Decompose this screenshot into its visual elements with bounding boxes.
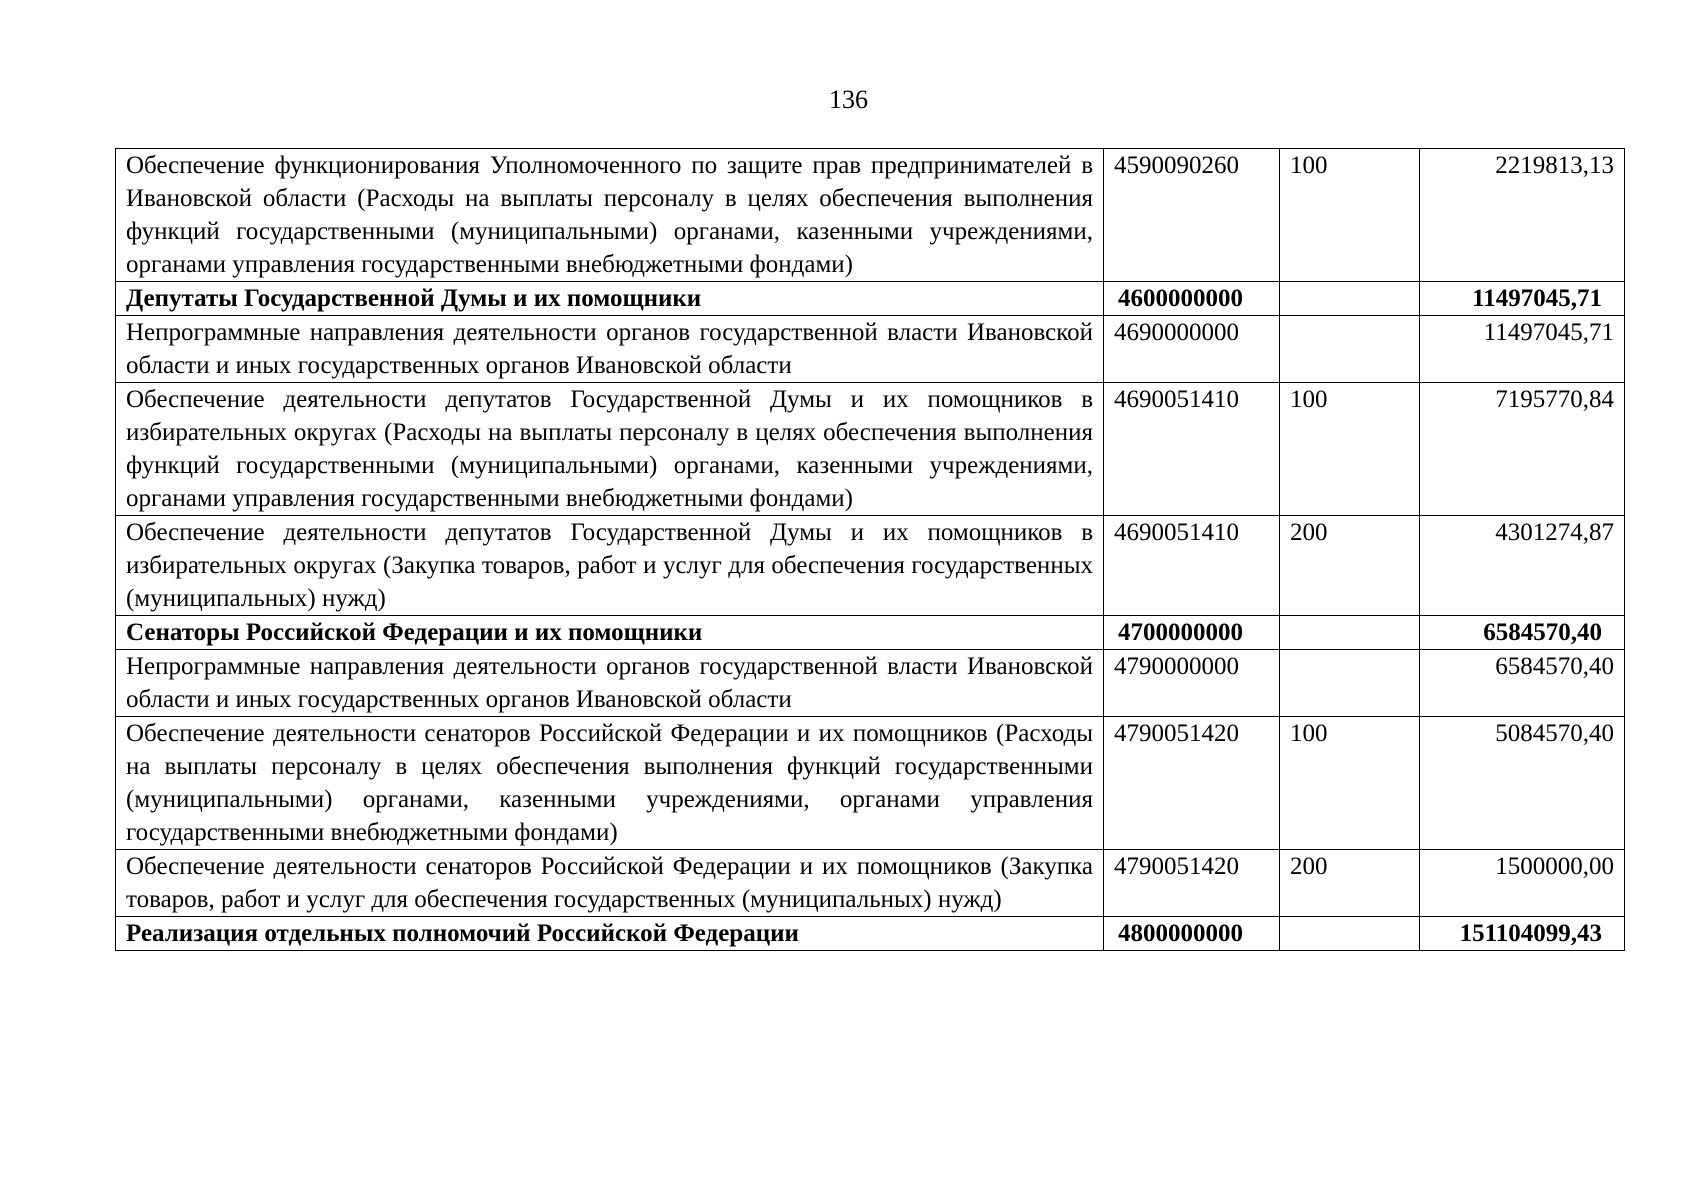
row-sum: 6584570,40 [1420,650,1625,717]
table-row-section [116,616,1625,650]
table-row [116,850,1625,917]
page-number: 136 [829,85,868,114]
row-expense-type [1280,616,1420,650]
row-expense-type: 200 [1280,516,1420,616]
table-row [116,516,1625,616]
row-sum: 11497045,71 [1420,282,1625,316]
row-code: 4790051420 [1104,717,1280,850]
row-name: Депутаты Государственной Думы и их помощники [116,282,1104,316]
row-expense-type: 100 [1280,717,1420,850]
row-expense-type: 100 [1280,383,1420,516]
table-row [116,650,1625,717]
row-sum: 11497045,71 [1420,316,1625,383]
row-sum: 151104099,43 [1420,917,1625,951]
row-expense-type: 200 [1280,850,1420,917]
row-code: 4790000000 [1104,650,1280,717]
row-code: 4600000000 [1104,282,1280,316]
row-code: 4800000000 [1104,917,1280,951]
row-name: Обеспечение деятельности депутатов Государственной Думы и их помощников в избирательных округах (Расходы на выплаты персоналу в целях обеспечения выполнения функций государственными (муниципальными) органами, казенными учреждениями, органами управления государственными внебюджетными фондами) [116,383,1104,516]
row-name: Сенаторы Российской Федерации и их помощники [116,616,1104,650]
row-sum: 4301274,87 [1420,516,1625,616]
row-code: 4590090260 [1104,149,1280,282]
row-code: 4700000000 [1104,616,1280,650]
row-expense-type [1280,316,1420,383]
row-sum: 1500000,00 [1420,850,1625,917]
row-name: Обеспечение деятельности сенаторов Российской Федерации и их помощников (Закупка товаров, работ и услуг для обеспечения государственных (муниципальных) нужд) [116,850,1104,917]
table-row-section [116,282,1625,316]
table-row [116,149,1625,282]
row-name: Непрограммные направления деятельности органов государственной власти Ивановской области и иных государственных органов Ивановской области [116,316,1104,383]
row-expense-type: 100 [1280,149,1420,282]
row-name: Непрограммные направления деятельности органов государственной власти Ивановской области и иных государственных органов Ивановской области [116,650,1104,717]
row-sum: 7195770,84 [1420,383,1625,516]
row-name: Обеспечение деятельности сенаторов Российской Федерации и их помощников (Расходы на выплаты персоналу в целях обеспечения выполнения функций государственными (муниципальными) органами, казенными учреждениями, органами управления государственными внебюджетными фондами) [116,717,1104,850]
table-row-section [116,917,1625,951]
row-code: 4690051410 [1104,516,1280,616]
budget-table [115,148,1625,951]
row-name: Реализация отдельных полномочий Российской Федерации [116,917,1104,951]
row-sum: 6584570,40 [1420,616,1625,650]
row-expense-type [1280,650,1420,717]
row-name: Обеспечение деятельности депутатов Государственной Думы и их помощников в избирательных округах (Закупка товаров, работ и услуг для обеспечения государственных (муниципальных) нужд) [116,516,1104,616]
row-expense-type [1280,917,1420,951]
row-code: 4690051410 [1104,383,1280,516]
row-expense-type [1280,282,1420,316]
table-row [116,316,1625,383]
row-sum: 2219813,13 [1420,149,1625,282]
table-row [116,383,1625,516]
table-row [116,717,1625,850]
row-name: Обеспечение функционирования Уполномоченного по защите прав предпринимателей в Ивановской области (Расходы на выплаты персоналу в целях обеспечения выполнения функций государственными (муниципальными) органами, казенными учреждениями, органами управления государственными внебюджетными фондами) [116,149,1104,282]
row-sum: 5084570,40 [1420,717,1625,850]
row-code: 4790051420 [1104,850,1280,917]
row-code: 4690000000 [1104,316,1280,383]
